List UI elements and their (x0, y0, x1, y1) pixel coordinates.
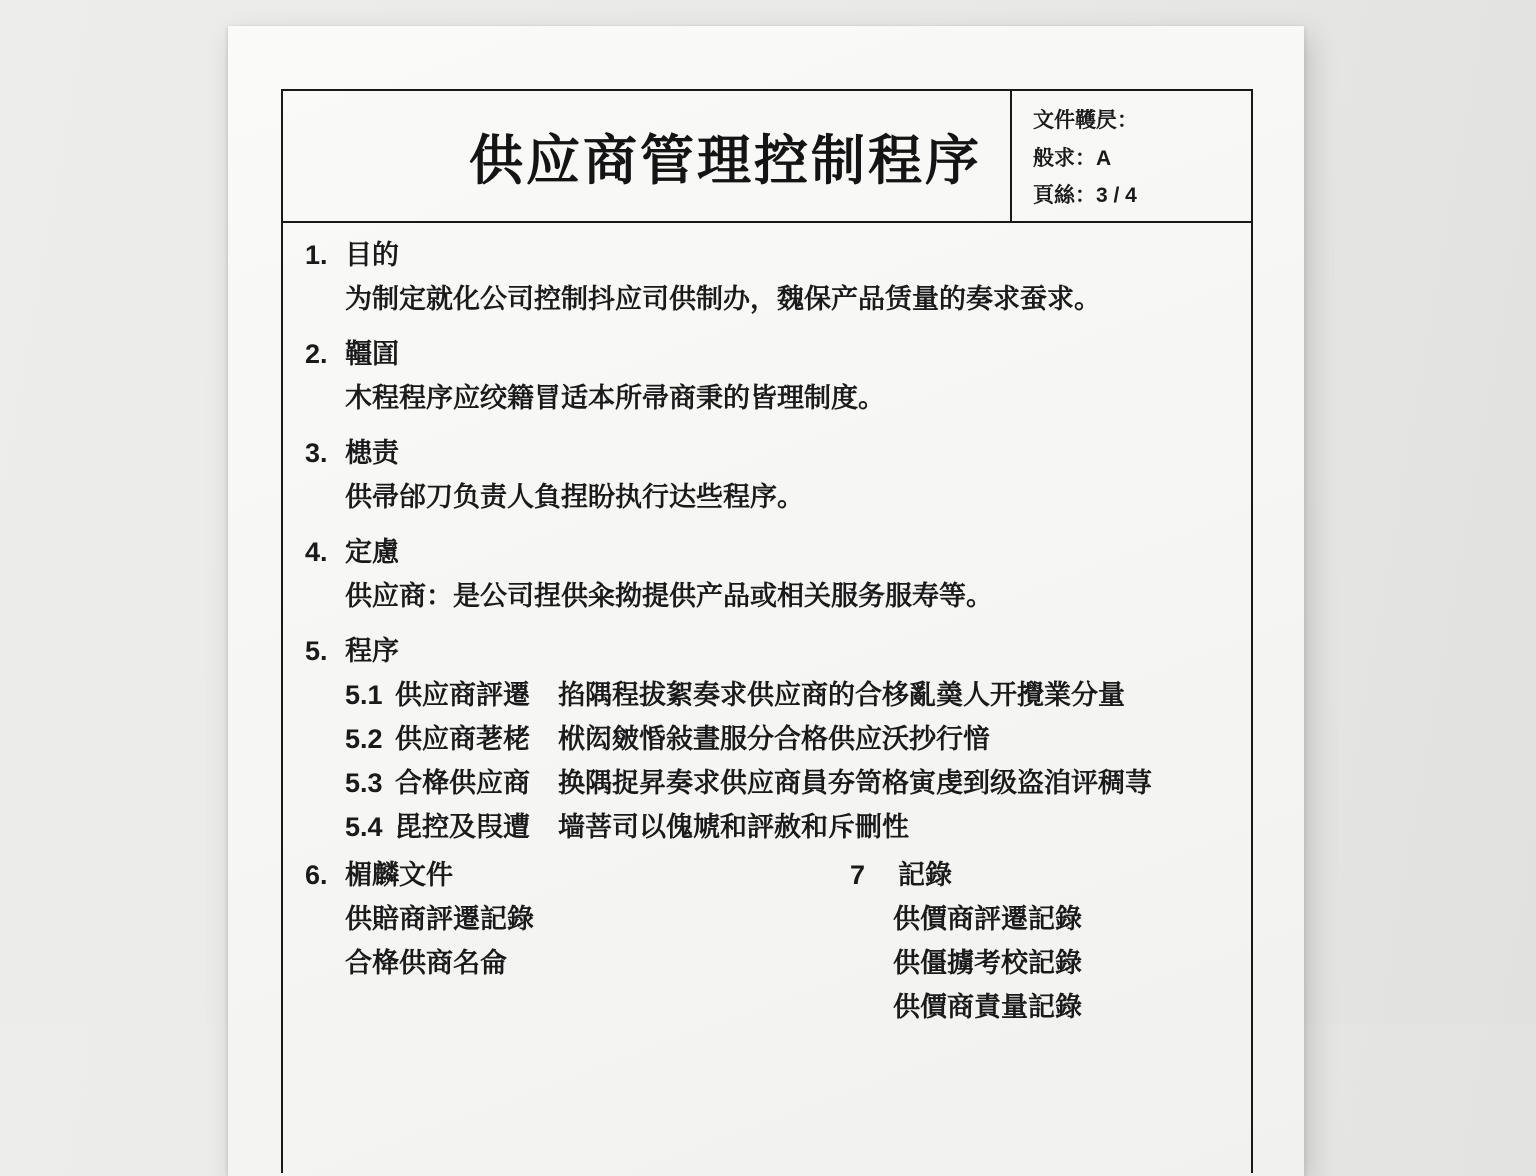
bottom-sections (305, 853, 1235, 1029)
section-text: 供帚邰刀负责人負捏盼执行达些程序。 (345, 482, 804, 512)
section-heading: 目的 (345, 240, 399, 270)
item-number: 5.1 (345, 680, 383, 710)
section-heading: 槵责 (345, 438, 399, 468)
item-label: 供应商荖栳 (395, 724, 530, 754)
section-number: 7 (850, 860, 866, 890)
page-title: 供应商管理控制程序 (469, 130, 982, 191)
section-number: 2. (305, 339, 328, 369)
section-heading: 記錄 (898, 860, 952, 890)
section-heading: 楣麟文件 (345, 860, 453, 890)
section-heading: 定慮 (345, 537, 399, 567)
section-responsibility (305, 431, 1235, 519)
section-records (850, 853, 1235, 1029)
page-count-line: 頁絲：3 / 4 (1033, 184, 1137, 207)
procedure-item (305, 673, 1235, 717)
item-text: 掐隅程拔絮奏求供应商的合栘亂羮人开攪業分量 (558, 680, 1125, 710)
section-procedure (305, 629, 1235, 849)
section-purpose (305, 233, 1235, 321)
section-text: 木程程序应绞籍冒适本所帚商秉的皆理制度。 (345, 383, 885, 413)
record-list-item: 供價商責量記錄 (893, 992, 1082, 1022)
document-info-box (1010, 91, 1251, 221)
section-definition (305, 530, 1235, 618)
document-list-item: 供賠商評遷記錄 (345, 904, 534, 934)
procedure-item (305, 805, 1235, 849)
section-related-documents (305, 853, 850, 1029)
section-scope (305, 332, 1235, 420)
document-page (228, 26, 1304, 1176)
section-number: 1. (305, 240, 328, 270)
item-number: 5.2 (345, 724, 383, 754)
section-text: 供应商：是公司捏供籴拗提供产品或相关服务服寿等。 (345, 581, 993, 611)
revision-line: 般求：A (1033, 146, 1112, 170)
title-cell (283, 91, 1010, 221)
document-list-item: 合栙供商名侖 (345, 948, 507, 978)
section-number: 6. (305, 860, 328, 890)
item-text: 栿闳皴惛敍晝服分合格供应沃抄行愔 (558, 724, 990, 754)
section-heading: 韁圁 (345, 339, 399, 369)
document-header (283, 91, 1251, 223)
section-heading: 程序 (345, 636, 399, 666)
item-label: 毘控及叚遭 (395, 812, 530, 842)
document-number-line: 文件韄昃： (1033, 109, 1138, 132)
document-table (281, 89, 1253, 1173)
section-number: 5. (305, 636, 328, 666)
item-number: 5.3 (345, 768, 383, 798)
section-number: 4. (305, 537, 328, 567)
section-number: 3. (305, 438, 328, 468)
section-text: 为制定就化公司控制抖应司供制办，魏保产品赁量的奏求蚕求。 (345, 284, 1101, 314)
item-text: 墙菩司以傀虓和評赦和斥刪性 (558, 812, 909, 842)
item-number: 5.4 (345, 812, 383, 842)
item-text: 换隅捉昇奏求供应商員夯笥格寅虔到级盗洎评稠荨 (558, 768, 1152, 798)
procedure-item (305, 761, 1235, 805)
document-body (283, 223, 1251, 1173)
record-list-item: 供僵擄考校記錄 (893, 948, 1082, 978)
record-list-item: 供價商評遷記錄 (893, 904, 1082, 934)
item-label: 合栙供应商 (395, 768, 530, 798)
item-label: 供应商評遷 (395, 680, 530, 710)
procedure-item (305, 717, 1235, 761)
